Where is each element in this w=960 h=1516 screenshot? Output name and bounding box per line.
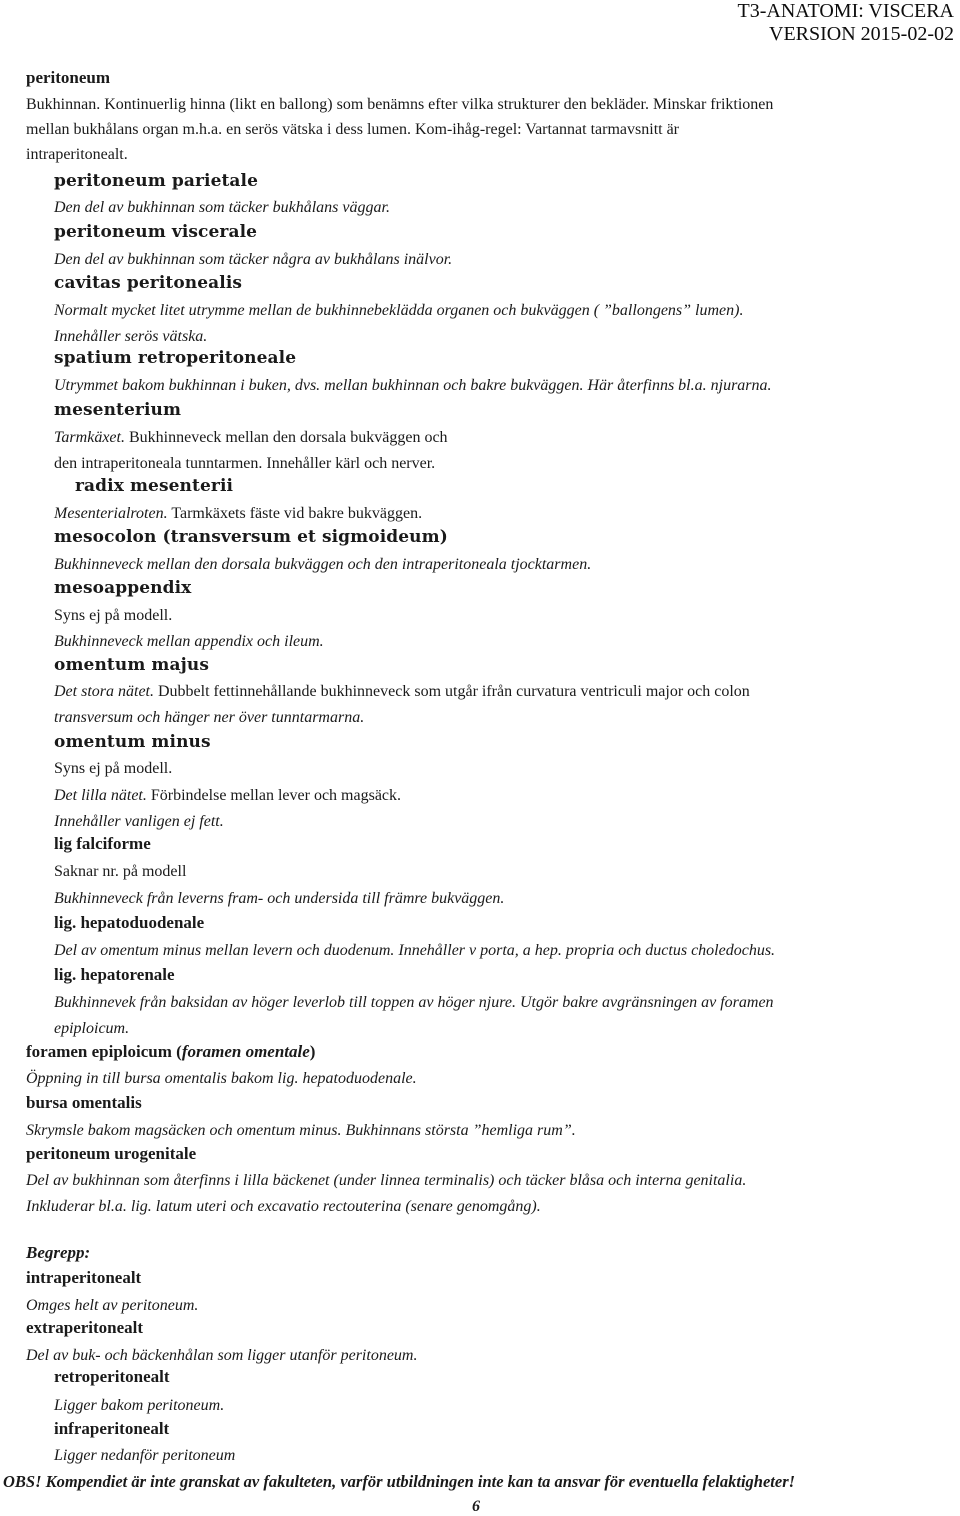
def-radix <box>54 504 422 523</box>
term-lig-hepatoduodenale: lig. hepatoduodenale <box>54 913 205 932</box>
minus-alias: Det lilla nätet. <box>54 787 147 804</box>
def-hepatorenale-line2: epiploicum. <box>54 1020 130 1037</box>
foramen-main: foramen epiploicum ( <box>26 1042 182 1061</box>
term-retroperitonealt: retroperitonealt <box>54 1367 170 1386</box>
course-title: T3-ANATOMI: VISCERA <box>737 0 954 22</box>
def-minus-line2: Innehåller vanligen ej fett. <box>54 813 224 830</box>
def-bursa-omentalis: Skrymsle bakom magsäcken och omentum minus. Bukhinnans största ”hemliga rum”. <box>26 1122 576 1139</box>
term-mesenterium: mesenterium <box>54 400 182 420</box>
majus-alias: Det stora nätet. <box>54 683 154 700</box>
def-majus-line1 <box>54 682 750 701</box>
def-infraperitonealt: Ligger nedanför peritoneum <box>54 1447 236 1464</box>
note-omentum-minus: Syns ej på modell. <box>54 760 173 777</box>
def-lig-hepatoduodenale: Del av omentum minus mellan levern och duodenum. Innehåller v porta, a hep. propria och ductus choledochus. <box>54 942 776 959</box>
note-lig-falciforme: Saknar nr. på modell <box>54 863 187 880</box>
term-bursa-omentalis: bursa omentalis <box>26 1093 142 1112</box>
def-mesocolon: Bukhinneveck mellan den dorsala bukväggen och den intraperitoneala tjocktarmen. <box>54 556 592 573</box>
term-infraperitonealt: infraperitonealt <box>54 1419 170 1438</box>
def-peritoneum-line1: Bukhinnan. Kontinuerlig hinna (likt en ballong) som benämns efter vilka strukturer den bekläder. Minskar friktionen <box>26 96 774 113</box>
term-cavitas-peritonealis: cavitas peritonealis <box>54 273 243 293</box>
def-peritoneum-line2: mellan bukhålans organ m.h.a. en serös vätska i dess lumen. Kom-ihåg-regel: Vartannat tarmavsnitt är <box>26 121 680 138</box>
foramen-alias: foramen omentale <box>181 1042 310 1061</box>
def-hepatorenale-line1: Bukhinnevek från baksidan av höger leverlob till toppen av höger njure. Utgör bakre avgränsningen av foramen <box>54 994 774 1011</box>
def-majus-line2: transversum och hänger ner över tunntarmarna. <box>54 709 365 726</box>
def-cavitas-line1: Normalt mycket litet utrymme mellan de bukhinnebeklädda organen och bukväggen ( ”ballongens” lumen). <box>54 302 744 319</box>
term-extraperitonealt: extraperitonealt <box>26 1318 144 1337</box>
term-peritoneum-parietale: peritoneum parietale <box>54 171 259 191</box>
def-retroperitonealt: Ligger bakom peritoneum. <box>54 1397 225 1414</box>
term-intraperitonealt: intraperitonealt <box>26 1268 142 1287</box>
version-label: VERSION 2015-02-02 <box>769 23 954 45</box>
term-mesocolon: mesocolon (transversum et sigmoideum) <box>54 527 448 547</box>
term-omentum-minus: omentum minus <box>54 732 211 752</box>
def-extraperitonealt: Del av buk- och bäckenhålan som ligger utanför peritoneum. <box>26 1347 418 1364</box>
foramen-close: ) <box>309 1042 316 1061</box>
def-peritoneum-viscerale: Den del av bukhinnan som täcker några av bukhålans inälvor. <box>54 251 453 268</box>
def-cavitas-line2: Innehåller serös vätska. <box>54 328 208 345</box>
def-lig-falciforme: Bukhinneveck från leverns fram- och undersida till främre bukväggen. <box>54 890 505 907</box>
mesenterium-alias: Tarmkäxet. <box>54 429 125 446</box>
def-spatium: Utrymmet bakom bukhinnan i buken, dvs. mellan bukhinnan och bakre bukväggen. Här återfinns bl.a. njurarna. <box>54 377 772 394</box>
def-mesoappendix: Bukhinneveck mellan appendix och ileum. <box>54 633 324 650</box>
term-peritoneum: peritoneum <box>26 68 111 87</box>
term-lig-hepatorenale: lig. hepatorenale <box>54 965 175 984</box>
majus-desc: Dubbelt fettinnehållande bukhinneveck som utgår ifrån curvatura ventriculi major och colon <box>154 683 750 700</box>
radix-desc: Tarmkäxets fäste vid bakre bukväggen. <box>167 505 423 522</box>
def-peritoneum-parietale: Den del av bukhinnan som täcker bukhålans väggar. <box>54 199 390 216</box>
def-peritoneum-line3: intraperitonealt. <box>26 146 128 163</box>
disclaimer-footer: OBS! Kompendiet är inte granskat av fakulteten, varför utbildningen inte kan ta ansvar för eventuella felaktigheter! <box>3 1472 796 1491</box>
note-mesoappendix: Syns ej på modell. <box>54 607 173 624</box>
radix-alias: Mesenterialroten. <box>54 505 168 522</box>
def-mesenterium-line1 <box>54 428 448 447</box>
begrepp-heading: Begrepp: <box>26 1243 91 1262</box>
page-number: 6 <box>472 1498 480 1515</box>
term-foramen-epiploicum <box>26 1042 315 1062</box>
term-spatium-retroperitoneale: spatium retroperitoneale <box>54 348 297 368</box>
def-urogenitale-line2: Inkluderar bl.a. lig. latum uteri och excavatio rectouterina (senare genomgång). <box>26 1198 541 1215</box>
def-foramen-epiploicum: Öppning in till bursa omentalis bakom lig. hepatoduodenale. <box>26 1070 417 1087</box>
def-minus-line1 <box>54 786 401 805</box>
term-lig-falciforme: lig falciforme <box>54 834 151 853</box>
term-mesoappendix: mesoappendix <box>54 578 192 598</box>
mesenterium-desc: Bukhinneveck mellan den dorsala bukväggen och <box>124 429 448 446</box>
def-mesenterium-line2: den intraperitoneala tunntarmen. Innehåller kärl och nerver. <box>54 455 436 472</box>
term-radix-mesenterii: radix mesenterii <box>75 476 234 496</box>
minus-desc: Förbindelse mellan lever och magsäck. <box>146 787 402 804</box>
def-urogenitale-line1: Del av bukhinnan som återfinns i lilla bäckenet (under linnea terminalis) och täcker blåsa och interna genitalia. <box>26 1172 747 1189</box>
page-header <box>738 0 955 46</box>
def-intraperitonealt: Omges helt av peritoneum. <box>26 1297 199 1314</box>
term-peritoneum-urogenitale: peritoneum urogenitale <box>26 1144 197 1163</box>
term-omentum-majus: omentum majus <box>54 655 210 675</box>
term-peritoneum-viscerale: peritoneum viscerale <box>54 222 258 242</box>
